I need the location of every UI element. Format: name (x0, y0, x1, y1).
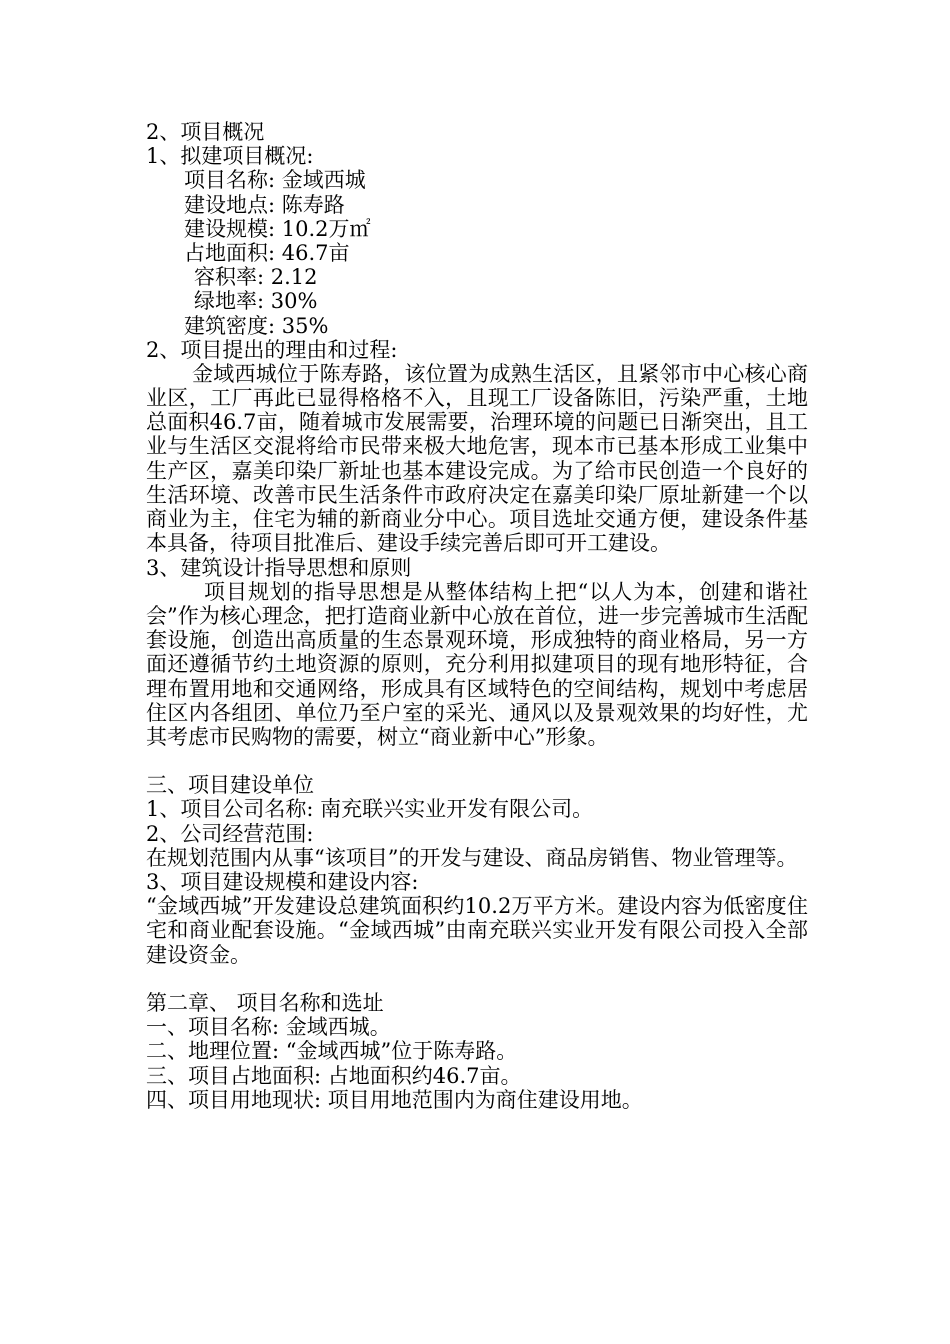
paragraph: 项目规划的指导思想是从整体结构上把“以人为本，创建和谐社会”作为核心理念，把打造商业新中心放在首位，进一步完善城市生活配套设施，创造出高质量的生态景观环境，形成独特的商业格局，另一方面还遵循节约土地资源的原则，充分利用拟建项目的现有地形特征，合理布置用地和交通网络，形成具有区域特色的空间结构，规划中考虑居住区内各组团、单位乃至户室的采光、通风以及景观效果的均好性，尤其考虑市民购物的需要，树立“商业新中心”形象。 (146, 579, 808, 749)
project-name-line: 项目名称: 金域西城 (184, 168, 366, 193)
section-heading: 2、项目概况 (146, 120, 265, 144)
list-item: 四、项目用地现状: 项目用地范围内为商住建设用地。 (146, 1087, 643, 1112)
subsection-heading: 2、公司经营范围: (146, 821, 314, 846)
chapter-heading: 第二章、 项目名称和选址 (146, 991, 384, 1016)
list-item: 一、项目名称: 金域西城。 (146, 1015, 391, 1040)
company-name-line: 1、项目公司名称: 南充联兴实业开发有限公司。 (146, 797, 594, 822)
section-heading: 三、项目建设单位 (146, 773, 314, 798)
paragraph: “金域西城”开发建设总建筑面积约10.2万平方米。建设内容为低密度住宅和商业配套设施。“金域西城”由南充联兴实业开发有限公司投入全部建设资金。 (146, 894, 808, 967)
spacer (146, 967, 808, 991)
subsection-heading: 3、项目建设规模和建设内容: (146, 870, 419, 895)
list-item: 二、地理位置: “金域西城”位于陈寿路。 (146, 1039, 518, 1064)
spacer (146, 749, 808, 773)
paragraph: 金域西城位于陈寿路，该位置为成熟生活区，且紧邻市中心核心商业区，工厂再此已显得格格不入，且现工厂设备陈旧，污染严重，土地总面积46.7亩，随着城市发展需要，治理环境的问题已日渐突出，且工业与生活区交混将给市民带来极大地危害，现本市已基本形成工业集中生产区，嘉美印染厂新址也基本建设完成。为了给市民创造一个良好的生活环境、改善市民生活条件市政府决定在嘉美印染厂原址新建一个以商业为主，住宅为辅的新商业分中心。项目选址交通方便，建设条件基本具备，待项目批准后、建设手续完善后即可开工建设。 (146, 361, 808, 556)
area-line: 占地面积: 46.7亩 (184, 240, 350, 265)
green-ratio-line: 绿地率: 30% (194, 289, 318, 314)
scale-line: 建设规模: 10.2万㎡ (184, 216, 371, 241)
paragraph: 在规划范围内从事“该项目”的开发与建设、商品房销售、物业管理等。 (146, 845, 798, 870)
subsection-heading: 1、拟建项目概况: (146, 144, 314, 169)
subsection-heading: 2、项目提出的理由和过程: (146, 337, 398, 362)
subsection-heading: 3、建筑设计指导思想和原则 (146, 555, 412, 580)
document-body (146, 120, 808, 1112)
plot-ratio-line: 容积率: 2.12 (194, 265, 318, 290)
location-line: 建设地点: 陈寿路 (184, 192, 345, 217)
list-item: 三、项目占地面积: 占地面积约46.7亩。 (146, 1063, 522, 1088)
density-line: 建筑密度: 35% (184, 313, 329, 338)
